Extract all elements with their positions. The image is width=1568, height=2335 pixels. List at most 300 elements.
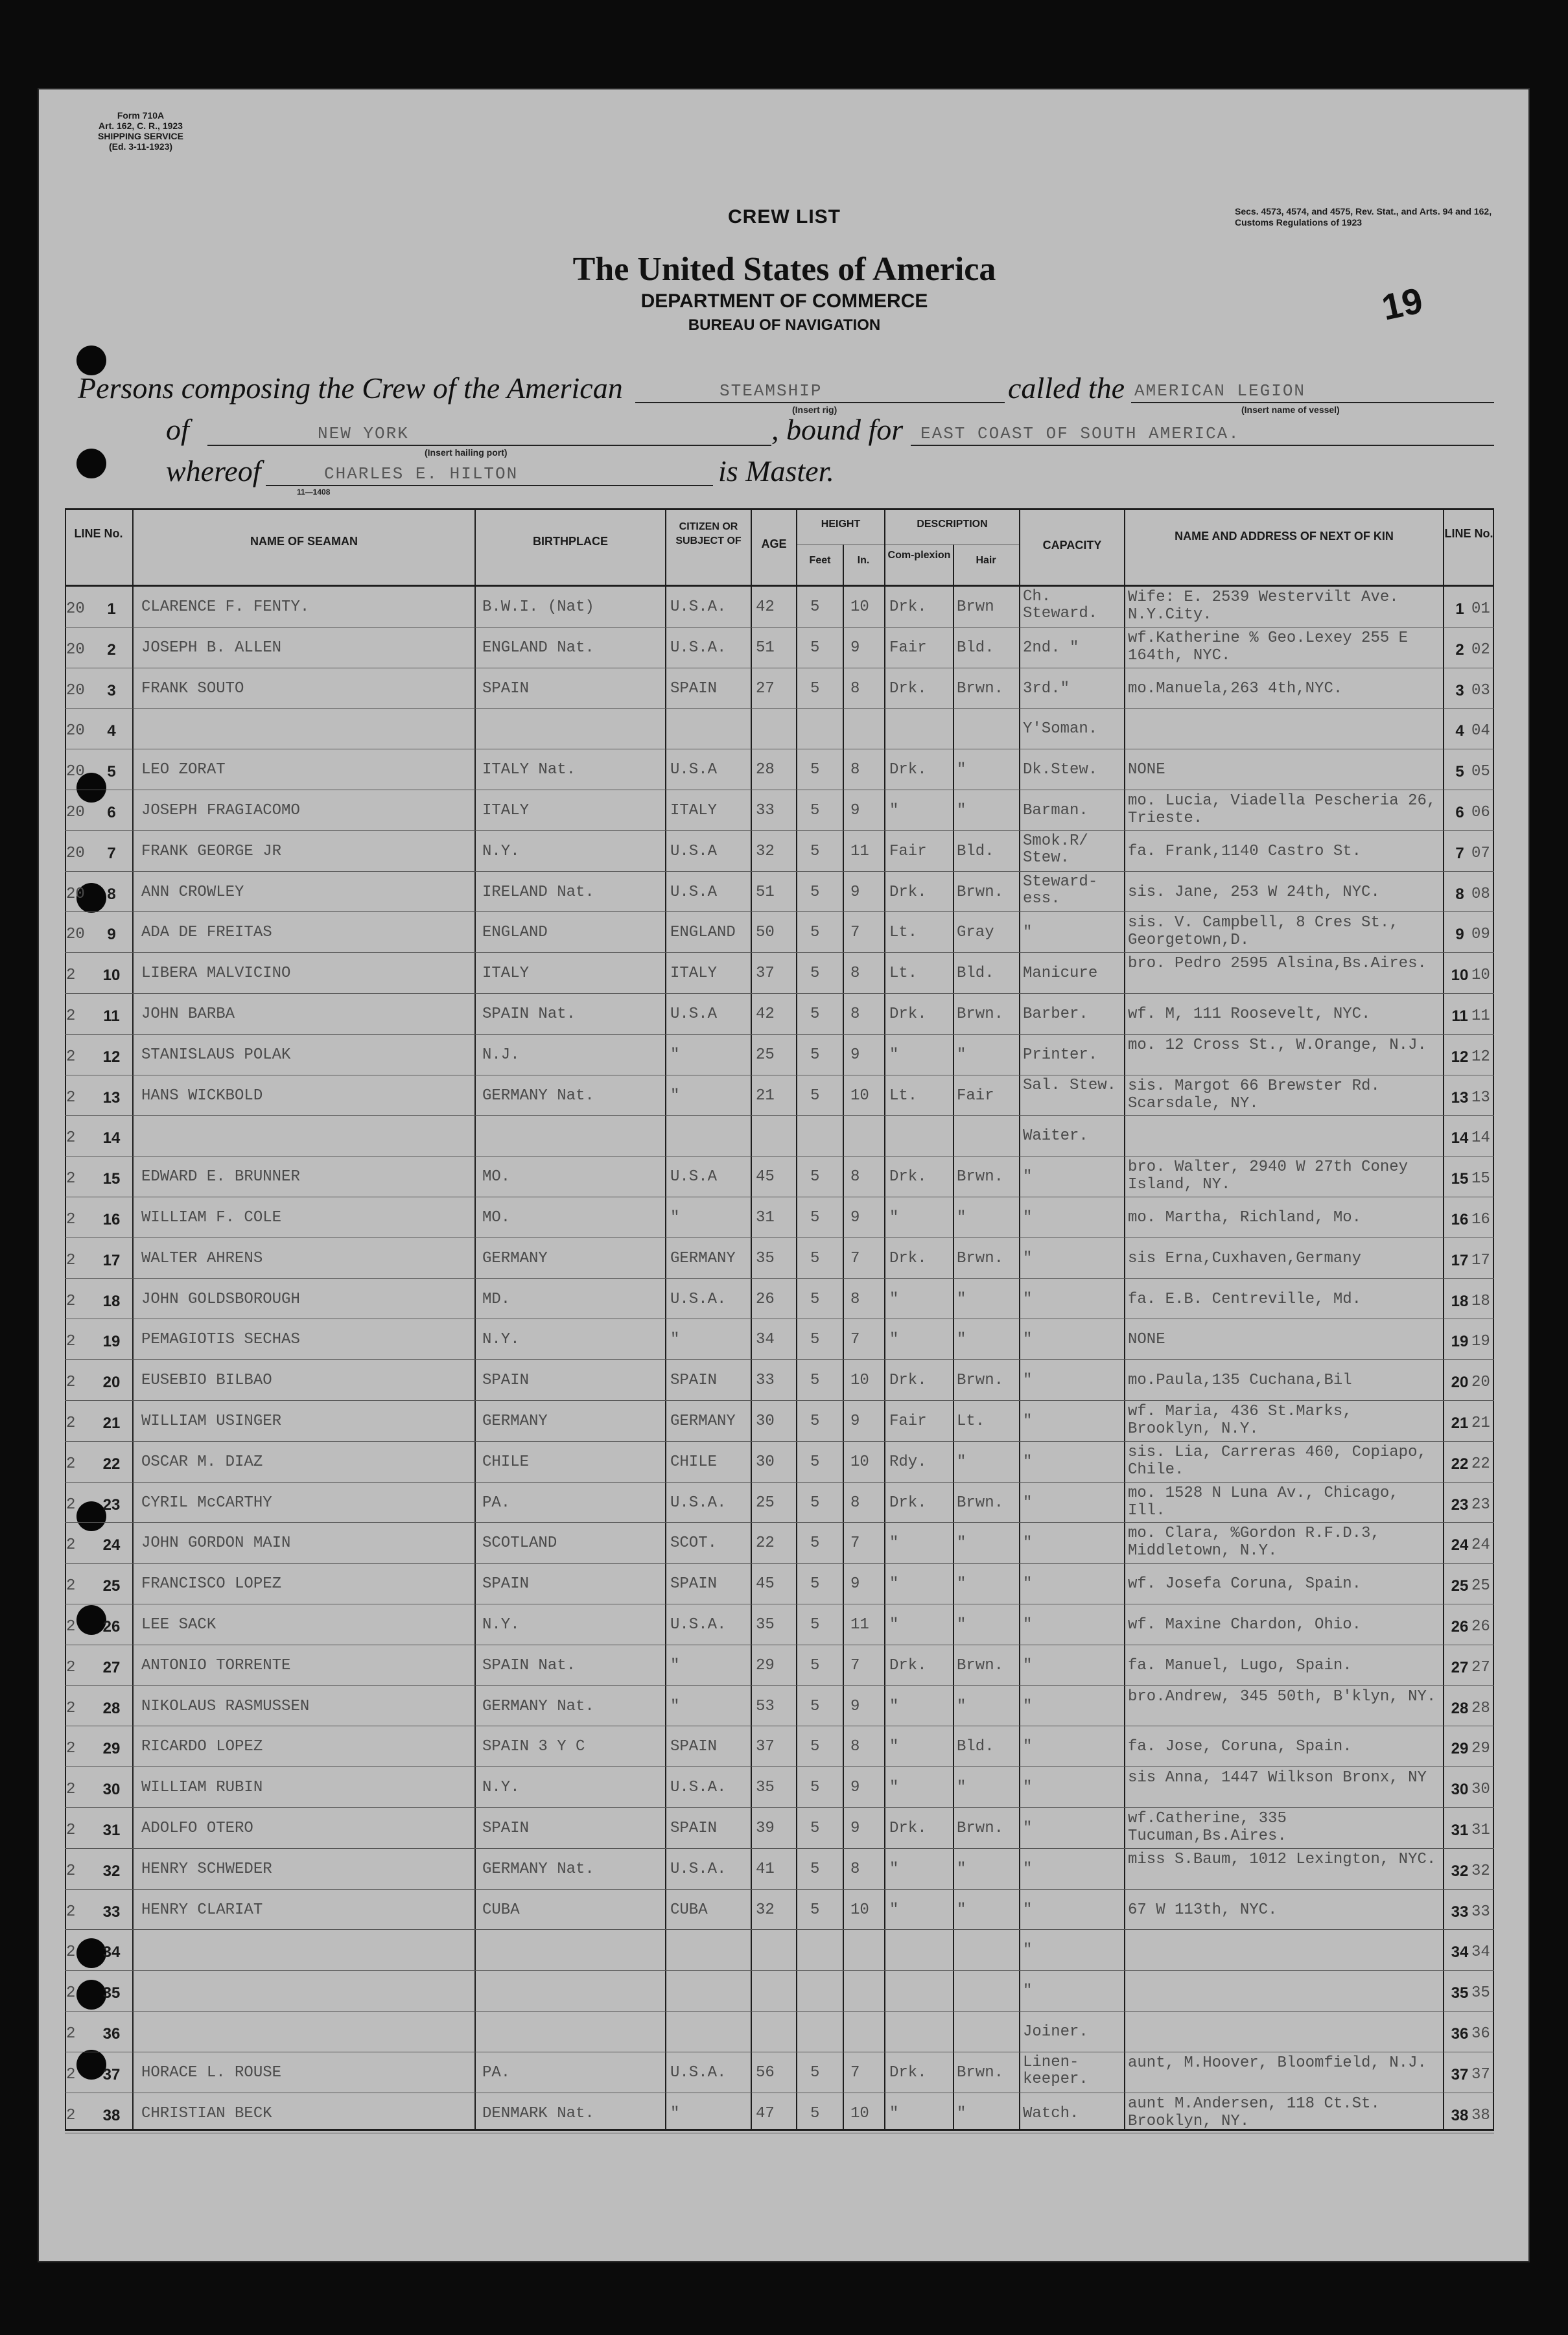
- row-suffix: 02: [1471, 640, 1490, 659]
- next-of-kin: wf. Josefa Coruna, Spain.: [1128, 1576, 1362, 1593]
- table-row: [65, 1807, 1494, 1848]
- next-of-kin: aunt, M.Hoover, Bloomfield, N.J.: [1128, 2054, 1427, 2072]
- row-line-number-right: 25: [1451, 1577, 1469, 1595]
- citizen-of: U.S.A: [670, 762, 718, 779]
- height-inches: 9: [850, 1820, 860, 1837]
- hair: Brwn.: [957, 1657, 1004, 1674]
- capacity: ": [1023, 1372, 1033, 1390]
- birthplace: SPAIN 3 Y C: [482, 1739, 585, 1756]
- complexion: ": [889, 1291, 899, 1308]
- row-prefix: 20: [66, 600, 85, 618]
- row-line-number: 20: [102, 1374, 121, 1392]
- row-suffix: 32: [1471, 1862, 1490, 1880]
- age: 21: [756, 1087, 775, 1105]
- seaman-name: WILLIAM USINGER: [141, 1413, 282, 1430]
- header-citizen: CITIZEN OR SUBJECT OF: [675, 521, 742, 546]
- port-value: NEW YORK: [318, 424, 409, 443]
- height-feet: 5: [810, 1372, 820, 1390]
- row-suffix: 11: [1471, 1007, 1490, 1025]
- row-suffix: 17: [1471, 1251, 1490, 1269]
- seaman-name: JOHN BARBA: [141, 1006, 235, 1023]
- statute-note: Secs. 4573, 4574, and 4575, Rev. Stat., and Arts. 94 and 162, Customs Regulations of 1923: [1235, 206, 1492, 228]
- height-feet: 5: [810, 2064, 820, 2082]
- hair: ": [957, 1453, 966, 1471]
- capacity: Sal. Stew.: [1023, 1077, 1117, 1094]
- birthplace: MD.: [482, 1291, 511, 1308]
- next-of-kin: bro.Andrew, 345 50th, B'klyn, NY.: [1128, 1687, 1436, 1706]
- capacity: 2nd. ": [1023, 639, 1079, 657]
- row-line-number: 22: [102, 1455, 121, 1473]
- persons-label: Persons composing the Crew of the American: [78, 371, 623, 405]
- next-of-kin: sis. Margot 66 Brewster Rd. Scarsdale, NY.: [1128, 1077, 1380, 1112]
- table-row: [65, 1034, 1494, 1075]
- capacity: ": [1023, 1291, 1033, 1308]
- row-line-number-right: 36: [1451, 2025, 1469, 2043]
- row-suffix: 35: [1471, 1984, 1490, 2002]
- row-line-number: 4: [107, 722, 116, 740]
- row-prefix: 2: [66, 1251, 76, 1269]
- table-row: [65, 2052, 1494, 2093]
- height-inches: 10: [850, 1087, 869, 1105]
- height-feet: 5: [810, 965, 820, 983]
- next-of-kin: NONE: [1128, 762, 1165, 779]
- row-suffix: 13: [1471, 1088, 1490, 1107]
- row-prefix: 2: [66, 1903, 76, 1921]
- next-of-kin: mo.Manuela,263 4th,NYC.: [1128, 680, 1343, 698]
- row-prefix: 20: [66, 722, 85, 740]
- row-suffix: 18: [1471, 1292, 1490, 1310]
- row-prefix: 20: [66, 763, 85, 781]
- age: 22: [756, 1535, 775, 1553]
- table-row: [65, 1197, 1494, 1238]
- height-inches: 8: [850, 1860, 860, 1878]
- row-line-number-right: 4: [1455, 722, 1464, 740]
- row-line-number: 33: [102, 1903, 121, 1921]
- country-title: The United States of America: [572, 251, 996, 288]
- height-feet: 5: [810, 1576, 820, 1593]
- hair: ": [957, 1332, 966, 1349]
- row-line-number: 36: [102, 2025, 121, 2043]
- complexion: Lt.: [889, 1087, 918, 1105]
- header-complexion: Com-plexion: [887, 550, 951, 561]
- age: 25: [756, 1046, 775, 1064]
- table-row: [65, 627, 1494, 668]
- next-of-kin: sis Erna,Cuxhaven,Germany: [1128, 1250, 1362, 1267]
- age: 32: [756, 843, 775, 860]
- complexion: ": [889, 1535, 899, 1553]
- seaman-name: CYRIL McCARTHY: [141, 1494, 272, 1512]
- height-inches: 7: [850, 1657, 860, 1674]
- capacity: Dk.Stew.: [1023, 762, 1098, 779]
- capacity: Linen-keeper.: [1023, 2054, 1088, 2088]
- header-feet: Feet: [809, 555, 831, 566]
- seaman-name: LEO ZORAT: [141, 762, 226, 779]
- capacity: Barman.: [1023, 803, 1088, 819]
- age: 56: [756, 2064, 775, 2082]
- citizen-of: U.S.A: [670, 1169, 718, 1186]
- row-prefix: 2: [66, 1292, 76, 1310]
- row-line-number-right: 38: [1451, 2106, 1469, 2124]
- age: 41: [756, 1860, 775, 1878]
- row-line-number-right: 31: [1451, 1822, 1469, 1839]
- hair: Brwn.: [957, 1006, 1004, 1023]
- hair: Brwn.: [957, 1494, 1004, 1512]
- row-line-number: 15: [102, 1170, 121, 1188]
- height-inches: 9: [850, 639, 860, 657]
- complexion: ": [889, 1698, 899, 1715]
- birthplace: ITALY Nat.: [482, 762, 576, 779]
- print-code: 11—1408: [297, 487, 331, 497]
- age: 32: [756, 1901, 775, 1919]
- citizen-of: ": [670, 1087, 680, 1105]
- next-of-kin: sis. Lia, Carreras 460, Copiapo, Chile.: [1128, 1443, 1427, 1479]
- row-prefix: 2: [66, 1048, 76, 1066]
- age: 39: [756, 1820, 775, 1837]
- row-prefix: 2: [66, 1536, 76, 1555]
- row-line-number: 7: [107, 844, 116, 862]
- row-prefix: 2: [66, 1211, 76, 1228]
- complexion: Drk.: [889, 1494, 927, 1512]
- birthplace: MO.: [482, 1169, 511, 1186]
- table-row: [65, 1970, 1494, 2011]
- row-prefix: 2: [66, 1088, 76, 1107]
- row-suffix: 23: [1471, 1496, 1490, 1514]
- header-line-no: LINE No.: [74, 527, 123, 540]
- seaman-name: EUSEBIO BILBAO: [141, 1372, 272, 1390]
- age: 42: [756, 1006, 775, 1023]
- height-feet: 5: [810, 1169, 820, 1186]
- citizen-of: SCOT.: [670, 1535, 718, 1553]
- citizen-of: SPAIN: [670, 1372, 718, 1390]
- height-feet: 5: [810, 884, 820, 901]
- row-line-number: 37: [102, 2065, 121, 2083]
- row-suffix: 12: [1471, 1048, 1490, 1066]
- row-suffix: 07: [1471, 844, 1490, 862]
- hair: Lt.: [957, 1413, 985, 1430]
- height-feet: 5: [810, 1210, 820, 1226]
- next-of-kin: wf. M, 111 Roosevelt, NYC.: [1128, 1006, 1371, 1023]
- citizen-of: ": [670, 1332, 680, 1349]
- complexion: Rdy.: [889, 1453, 927, 1471]
- next-of-kin: Wife: E. 2539 Westervilt Ave. N.Y.City.: [1128, 589, 1399, 624]
- row-line-number-right: 28: [1451, 1699, 1469, 1717]
- row-line-number: 18: [102, 1292, 121, 1310]
- complexion: ": [889, 1739, 899, 1756]
- height-feet: 5: [810, 1860, 820, 1878]
- complexion: ": [889, 1046, 899, 1064]
- complexion: ": [889, 1617, 899, 1634]
- age: 50: [756, 924, 775, 942]
- row-suffix: 26: [1471, 1618, 1490, 1636]
- table-row: [65, 790, 1494, 830]
- birthplace: ITALY: [482, 803, 530, 819]
- port-line: [207, 445, 771, 446]
- age: 45: [756, 1576, 775, 1593]
- row-line-number: 24: [102, 1536, 121, 1555]
- seaman-name: RICARDO LOPEZ: [141, 1739, 263, 1756]
- table-row: [65, 1604, 1494, 1645]
- birthplace: N.Y.: [482, 1617, 520, 1634]
- row-line-number-right: 5: [1455, 763, 1464, 781]
- hair: ": [957, 1210, 966, 1226]
- seaman-name: ADOLFO OTERO: [141, 1820, 253, 1837]
- complexion: Drk.: [889, 1169, 927, 1186]
- next-of-kin: wf.Catherine, 335 Tucuman,Bs.Aires.: [1128, 1810, 1287, 1845]
- master-label: is Master.: [718, 454, 834, 487]
- height-inches: 10: [850, 1453, 869, 1471]
- complexion: ": [889, 2105, 899, 2122]
- next-of-kin: aunt M.Andersen, 118 Ct.St. Brooklyn, NY.: [1128, 2094, 1380, 2130]
- hair: ": [957, 1576, 966, 1593]
- row-prefix: 2: [66, 1129, 76, 1147]
- row-line-number: 3: [107, 681, 116, 699]
- table-row: [65, 1075, 1494, 1116]
- row-suffix: 31: [1471, 1822, 1490, 1839]
- row-line-number-right: 20: [1451, 1374, 1469, 1392]
- row-line-number-right: 35: [1451, 1984, 1469, 2002]
- row-suffix: 06: [1471, 804, 1490, 821]
- row-prefix: 2: [66, 1658, 76, 1676]
- birthplace: MO.: [482, 1210, 511, 1226]
- capacity: ": [1023, 1576, 1033, 1593]
- row-suffix: 24: [1471, 1536, 1490, 1555]
- row-prefix: 2: [66, 1740, 76, 1758]
- row-suffix: 27: [1471, 1658, 1490, 1676]
- capacity: ": [1023, 1332, 1033, 1349]
- age: 35: [756, 1250, 775, 1267]
- complexion: Drk.: [889, 1820, 927, 1837]
- height-feet: 5: [810, 1739, 820, 1756]
- age: 47: [756, 2105, 775, 2122]
- seaman-name: HORACE L. ROUSE: [141, 2064, 282, 2082]
- birthplace: IRELAND Nat.: [482, 884, 594, 901]
- next-of-kin: 67 W 113th, NYC.: [1128, 1901, 1278, 1919]
- height-feet: 5: [810, 680, 820, 698]
- row-line-number-right: 6: [1455, 804, 1464, 821]
- table-row: [65, 1889, 1494, 1930]
- row-prefix: 2: [66, 1496, 76, 1514]
- age: 30: [756, 1453, 775, 1471]
- row-line-number-right: 11: [1451, 1007, 1468, 1025]
- citizen-of: CUBA: [670, 1901, 708, 1919]
- hair: Gray: [957, 924, 994, 942]
- row-line-number-right: 10: [1451, 967, 1469, 985]
- capacity: Waiter.: [1023, 1128, 1088, 1145]
- row-line-number-right: 27: [1451, 1658, 1469, 1676]
- row-line-number-right: 3: [1455, 681, 1464, 699]
- complexion: Fair: [889, 639, 927, 657]
- row-suffix: 15: [1471, 1170, 1490, 1188]
- next-of-kin: sis. V. Campbell, 8 Cres St., Georgetown,D.: [1128, 914, 1399, 950]
- height-inches: 10: [850, 1372, 869, 1390]
- citizen-of: U.S.A.: [670, 1617, 727, 1634]
- row-line-number: 32: [102, 1862, 121, 1880]
- hair: ": [957, 1291, 966, 1308]
- row-prefix: 20: [66, 885, 85, 903]
- age: 35: [756, 1617, 775, 1634]
- citizen-of: SPAIN: [670, 1739, 718, 1756]
- capacity: ": [1023, 1820, 1033, 1837]
- hair: Brwn.: [957, 1820, 1004, 1837]
- header-inches: In.: [857, 555, 870, 566]
- age: 33: [756, 1372, 775, 1390]
- hair: Bld.: [957, 1739, 994, 1756]
- row-line-number-right: 9: [1455, 926, 1464, 944]
- header-capacity: CAPACITY: [1042, 539, 1102, 552]
- height-feet: 5: [810, 924, 820, 942]
- row-line-number: 27: [102, 1658, 121, 1676]
- table-row: [65, 1115, 1494, 1156]
- complexion: Drk.: [889, 599, 927, 616]
- seaman-name: FRANCISCO LOPEZ: [141, 1576, 282, 1593]
- citizen-of: U.S.A.: [670, 1494, 727, 1512]
- hair: Brwn.: [957, 1250, 1004, 1267]
- birthplace: PA.: [482, 1494, 511, 1512]
- birthplace: SPAIN: [482, 1820, 530, 1837]
- capacity: Joiner.: [1023, 2024, 1088, 2041]
- complexion: ": [889, 1576, 899, 1593]
- citizen-of: ": [670, 1657, 680, 1674]
- punch-hole: [76, 449, 106, 478]
- citizen-of: GERMANY: [670, 1413, 736, 1430]
- birthplace: SPAIN Nat.: [482, 1006, 576, 1023]
- height-feet: 5: [810, 2105, 820, 2122]
- row-suffix: 30: [1471, 1781, 1490, 1799]
- height-inches: 10: [850, 2105, 869, 2122]
- complexion: ": [889, 1210, 899, 1226]
- header-height: HEIGHT: [821, 519, 861, 530]
- birthplace: DENMARK Nat.: [482, 2105, 594, 2122]
- seaman-name: JOHN GORDON MAIN: [141, 1535, 291, 1553]
- row-suffix: 33: [1471, 1903, 1490, 1921]
- seaman-name: JOHN GOLDSBOROUGH: [141, 1291, 300, 1308]
- row-line-number-right: 26: [1451, 1618, 1469, 1636]
- row-suffix: 22: [1471, 1455, 1490, 1473]
- height-inches: 9: [850, 1210, 860, 1226]
- table-row: [65, 749, 1494, 790]
- table-row: [65, 1726, 1494, 1766]
- seaman-name: LIBERA MALVICINO: [141, 965, 291, 983]
- height-feet: 5: [810, 1006, 820, 1023]
- form-identifier: [66, 110, 215, 152]
- height-inches: 9: [850, 1698, 860, 1715]
- row-line-number: 31: [102, 1822, 121, 1839]
- citizen-of: ": [670, 1046, 680, 1064]
- table-row: [65, 668, 1494, 709]
- next-of-kin: NONE: [1128, 1332, 1165, 1349]
- complexion: ": [889, 1779, 899, 1797]
- age: 37: [756, 1739, 775, 1756]
- complexion: Fair: [889, 1413, 927, 1430]
- complexion: Drk.: [889, 762, 927, 779]
- capacity: ": [1023, 1698, 1033, 1715]
- height-inches: 9: [850, 1046, 860, 1064]
- capacity: ": [1023, 1942, 1033, 1960]
- height-feet: 5: [810, 843, 820, 860]
- table-row: [65, 1156, 1494, 1197]
- next-of-kin: mo. 12 Cross St., W.Orange, N.J.: [1128, 1036, 1427, 1054]
- table-row: [65, 1685, 1494, 1726]
- capacity: ": [1023, 1983, 1033, 2001]
- row-suffix: 37: [1471, 2065, 1490, 2083]
- citizen-of: ITALY: [670, 803, 718, 819]
- age: 35: [756, 1779, 775, 1797]
- row-line-number: 17: [102, 1251, 121, 1269]
- birthplace: CUBA: [482, 1901, 520, 1919]
- row-prefix: 2: [66, 1984, 76, 2002]
- header-line-no-right: LINE No.: [1444, 527, 1493, 540]
- hair: ": [957, 1779, 966, 1797]
- capacity: Barber.: [1023, 1006, 1088, 1023]
- hair: ": [957, 1046, 966, 1064]
- master-line: [266, 485, 713, 486]
- row-line-number: 9: [107, 926, 116, 944]
- birthplace: N.Y.: [482, 1332, 520, 1349]
- height-inches: 7: [850, 1332, 860, 1349]
- table-row: [65, 1359, 1494, 1400]
- form-number: Form 710A: [117, 110, 165, 121]
- row-line-number-right: 24: [1451, 1536, 1469, 1555]
- hair: ": [957, 1901, 966, 1919]
- capacity: ": [1023, 924, 1033, 942]
- row-prefix: 2: [66, 1333, 76, 1351]
- citizen-of: ENGLAND: [670, 924, 736, 942]
- row-line-number-right: 32: [1451, 1862, 1469, 1880]
- height-inches: 9: [850, 1779, 860, 1797]
- citizen-of: U.S.A.: [670, 2064, 727, 2082]
- height-feet: 5: [810, 1494, 820, 1512]
- form-article: Art. 162, C. R., 1923: [99, 121, 183, 131]
- table-row: [65, 2093, 1494, 2133]
- height-inches: 8: [850, 1494, 860, 1512]
- birthplace: SPAIN Nat.: [482, 1657, 576, 1674]
- next-of-kin: wf.Katherine % Geo.Lexey 255 E 164th, NYC.: [1128, 629, 1409, 664]
- citizen-of: U.S.A: [670, 1006, 718, 1023]
- row-suffix: 10: [1471, 967, 1490, 985]
- citizen-of: ": [670, 1698, 680, 1715]
- row-line-number-right: 16: [1451, 1211, 1469, 1228]
- table-top-rule: [65, 508, 1494, 510]
- row-line-number: 10: [102, 967, 121, 985]
- hair: ": [957, 2105, 966, 2122]
- row-prefix: 2: [66, 1577, 76, 1595]
- row-line-number-right: 14: [1451, 1129, 1469, 1147]
- seaman-name: STANISLAUS POLAK: [141, 1046, 291, 1064]
- row-line-number: 13: [102, 1088, 121, 1107]
- header-hair: Hair: [976, 555, 996, 566]
- row-prefix: 2: [66, 1781, 76, 1799]
- height-inches: 9: [850, 1413, 860, 1430]
- vessel-value: AMERICAN LEGION: [1134, 381, 1306, 401]
- form-service: SHIPPING SERVICE: [97, 131, 183, 141]
- height-feet: 5: [810, 1535, 820, 1553]
- port-hint: (Insert hailing port): [425, 447, 508, 458]
- height-inches: 8: [850, 762, 860, 779]
- height-feet: 5: [810, 639, 820, 657]
- next-of-kin: wf. Maxine Chardon, Ohio.: [1128, 1617, 1362, 1634]
- complexion: ": [889, 803, 899, 819]
- destination-value: EAST COAST OF SOUTH AMERICA.: [920, 424, 1240, 443]
- birthplace: GERMANY Nat.: [482, 1860, 594, 1878]
- row-prefix: 2: [66, 1822, 76, 1839]
- birthplace: SCOTLAND: [482, 1535, 557, 1553]
- table-row: [65, 993, 1494, 1034]
- row-suffix: 05: [1471, 763, 1490, 781]
- age: 42: [756, 599, 775, 616]
- height-inches: 8: [850, 1291, 860, 1308]
- row-line-number-right: 19: [1451, 1333, 1469, 1351]
- citizen-of: CHILE: [670, 1453, 718, 1471]
